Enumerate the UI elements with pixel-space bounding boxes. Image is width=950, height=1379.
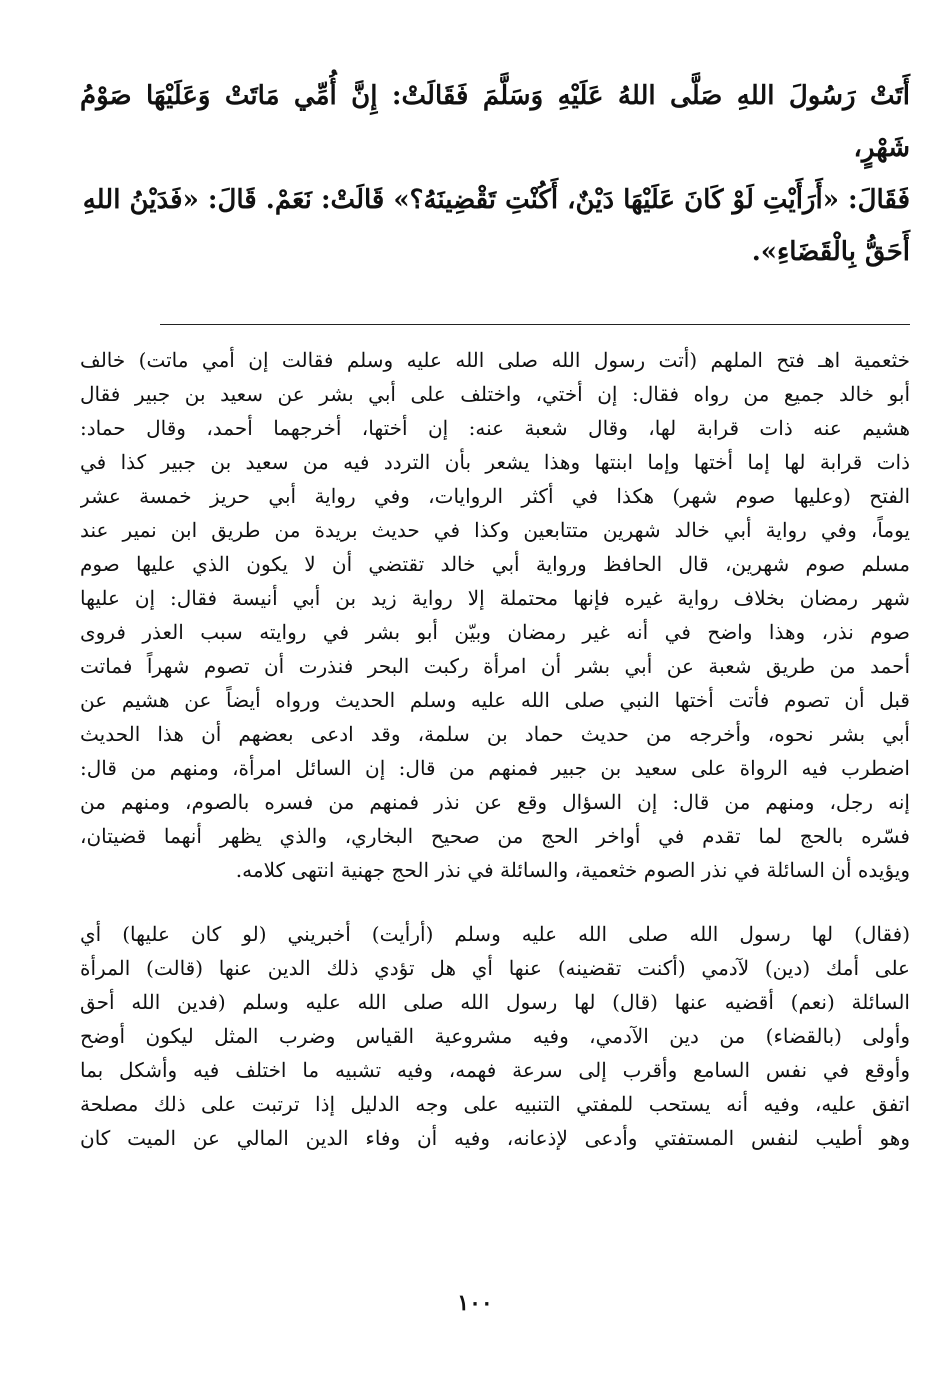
commentary-line: (فقال) لها رسول الله صلى الله عليه وسلم (أرأيت) أخبريني (لو كان عليها) أي — [80, 922, 910, 946]
hadith-line: أَحَقُّ بِالْقَضَاءِ». — [751, 237, 910, 267]
footnote-line: ذات قرابة لها إما أختها وإما ابنتها وهذا يشعر بأن التردد فيه من سعيد بن جبير كذا في — [80, 450, 910, 474]
footnote-line: خثعمية اهـ فتح الملهم (أتت رسول الله صلى الله عليه وسلم فقالت إن أمي ماتت) خالف — [80, 348, 910, 372]
footnote-line: شهر رمضان بخلاف رواية غيره فإنها محتملة إلا رواية زيد بن أبي أنيسة فقال: إن عليها — [80, 586, 910, 610]
hadith-line: فَقَالَ: «أَرَأَيْتِ لَوْ كَانَ عَلَيْهَا دَيْنٌ، أَكُنْتِ تَقْضِينَهُ؟» قَالَتْ: نَعَمْ. قَالَ: «فَدَيْنُ اللهِ — [82, 185, 910, 215]
footnote-line: صوم نذر، وهذا واضح في أنه غير رمضان وبيّن أبو بشر في روايته سبب العذر فروى — [80, 620, 910, 644]
footnote-line: ويؤيده أن السائلة في نذر الصوم خثعمية، والسائلة في نذر الحج جهنية انتهى كلامه. — [235, 858, 910, 882]
hadith-line: أَتَتْ رَسُولَ اللهِ صَلَّى اللهُ عَلَيْهِ وَسَلَّمَ فَقَالَتْ: إِنَّ أُمِّي مَاتَتْ وَعَلَيْهَا صَوْمُ شَهْرٍ، — [80, 81, 910, 163]
footnote-line: هشيم عنه ذات قرابة لها، وقال شعبة عنه: إن أختها، أخرجهما أحمد، وقال حماد: — [80, 416, 910, 440]
footnote-line: أبي بشر نحوه، وأخرجه من حديث حماد بن سلمة، وقد ادعى بعضهم أن هذا الحديث — [80, 722, 910, 746]
page-number: ١٠٠ — [457, 1290, 493, 1316]
footnote-line: أحمد من طريق شعبة عن أبي بشر أن امرأة ركبت البحر فنذرت أن تصوم شهراً فماتت — [80, 654, 910, 678]
commentary-text — [80, 917, 910, 1155]
footnote-divider — [160, 324, 910, 325]
footnote-line: قبل أن تصوم فأتت أختها النبي صلى الله عليه وسلم الحديث ورواه أيضاً عن هشيم عن — [80, 688, 910, 712]
footnote-line: فسّره بالحج لما تقدم في أواخر الحج من صحيح البخاري، والذي يظهر أنهما قضيتان، — [80, 824, 910, 848]
commentary-line: اتفق عليه، وفيه أنه يستحب للمفتي التنبيه على وجه الدليل إذا ترتبت على ذلك مصلحة — [80, 1092, 910, 1116]
footnote-text — [80, 343, 910, 887]
footnote-line: مسلم صوم شهرين، قال الحافظ ورواية أبي خالد تقتضي أن لا يكون الذي عليها صوم — [80, 552, 910, 576]
commentary-line: وأوقع في نفس السامع وأقرب إلى سرعة فهمه، وفيه تشبيه ما اختلف فيه وأشكل بما — [80, 1058, 910, 1082]
footnote-line: يوماً، وفي رواية أبي خالد شهرين متتابعين وكذا في حديث بريدة من طريق ابن نمير عند — [80, 518, 910, 542]
commentary-line: على أمك (دين) لآدمي (أكنت تقضينه) عنها أي هل تؤدي ذلك الدين عنها (قالت) المرأة — [80, 956, 910, 980]
page-body — [80, 70, 910, 1155]
footnote-line: اضطرب فيه الرواة على سعيد بن جبير فمنهم من قال: إن السائل امرأة، ومنهم من قال: — [80, 756, 910, 780]
footnote-line: الفتح (وعليها صوم شهر) هكذا في أكثر الروايات، وفي رواية أبي حريز خمسة عشر — [80, 484, 910, 508]
footnote-line: أبو خالد جميع من رواه فقال: إن أختي، واختلف على أبي بشر عن سعيد بن جبير فقال — [80, 382, 910, 406]
hadith-text — [80, 70, 910, 278]
footnote-line: إنه رجل، ومنهم من قال: إن السؤال وقع عن نذر فمنهم من فسره بالصوم، ومنهم من — [80, 790, 910, 814]
commentary-line: وأولى (بالقضاء) من دين الآدمي، وفيه مشروعية القياس وضرب المثل ليكون أوضح — [80, 1024, 910, 1048]
commentary-line: وهو أطيب لنفس المستفتي وأدعى لإذعانه، وفيه أن وفاء الدين المالي عن الميت كان — [80, 1126, 910, 1150]
commentary-line: السائلة (نعم) أقضيه عنها (قال) لها رسول الله صلى الله عليه وسلم (فدين الله أحق — [80, 990, 910, 1014]
